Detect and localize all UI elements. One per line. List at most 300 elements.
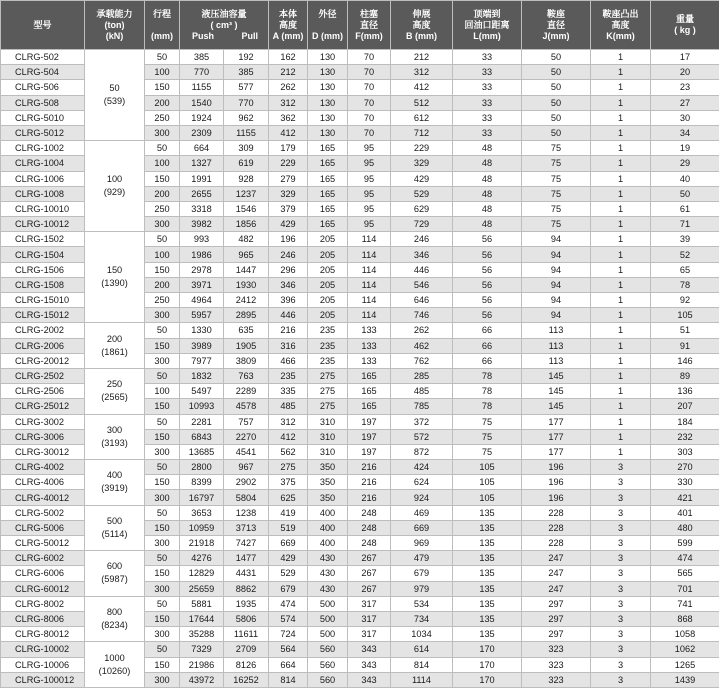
header-saddle-protrusion: 鞍座凸出 高度 K(mm) bbox=[591, 1, 651, 50]
saddle-diameter-cell: 196 bbox=[522, 490, 591, 505]
extended-height-cell: 746 bbox=[391, 308, 453, 323]
saddle-diameter-cell: 113 bbox=[522, 338, 591, 353]
saddle-protrusion-cell: 3 bbox=[591, 581, 651, 596]
oil-push-cell: 1327 bbox=[180, 156, 224, 171]
header-saddle-diameter: 鞍座 直径 J(mm) bbox=[522, 1, 591, 50]
weight-cell: 40 bbox=[651, 171, 719, 186]
oil-pull-cell: 1935 bbox=[224, 596, 269, 611]
saddle-diameter-cell: 94 bbox=[522, 232, 591, 247]
weight-cell: 474 bbox=[651, 551, 719, 566]
saddle-protrusion-cell: 3 bbox=[591, 657, 651, 672]
oil-pull-cell: 2270 bbox=[224, 429, 269, 444]
stroke-cell: 150 bbox=[145, 611, 180, 626]
body-height-cell: 296 bbox=[269, 262, 308, 277]
oil-push-cell: 1991 bbox=[180, 171, 224, 186]
plunger-diameter-cell: 267 bbox=[348, 581, 391, 596]
outer-diameter-cell: 205 bbox=[308, 232, 348, 247]
stroke-cell: 150 bbox=[145, 475, 180, 490]
plunger-diameter-cell: 114 bbox=[348, 232, 391, 247]
outer-diameter-cell: 275 bbox=[308, 368, 348, 383]
saddle-diameter-cell: 297 bbox=[522, 627, 591, 642]
capacity-cell: 250 (2565) bbox=[85, 368, 145, 414]
weight-cell: 136 bbox=[651, 384, 719, 399]
plunger-diameter-cell: 343 bbox=[348, 642, 391, 657]
top-to-port-cell: 135 bbox=[453, 520, 522, 535]
saddle-protrusion-cell: 3 bbox=[591, 475, 651, 490]
oil-push-cell: 385 bbox=[180, 50, 224, 65]
outer-diameter-cell: 205 bbox=[308, 277, 348, 292]
stroke-cell: 150 bbox=[145, 262, 180, 277]
header-pull: Pull bbox=[241, 31, 258, 42]
extended-height-cell: 262 bbox=[391, 323, 453, 338]
model-cell: CLRG-6006 bbox=[1, 566, 85, 581]
outer-diameter-cell: 130 bbox=[308, 65, 348, 80]
saddle-diameter-cell: 50 bbox=[522, 95, 591, 110]
weight-cell: 29 bbox=[651, 156, 719, 171]
weight-cell: 1265 bbox=[651, 657, 719, 672]
weight-cell: 19 bbox=[651, 141, 719, 156]
capacity-cell: 300 (3193) bbox=[85, 414, 145, 460]
plunger-diameter-cell: 267 bbox=[348, 551, 391, 566]
saddle-diameter-cell: 247 bbox=[522, 581, 591, 596]
body-height-cell: 216 bbox=[269, 323, 308, 338]
oil-pull-cell: 4541 bbox=[224, 444, 269, 459]
extended-height-cell: 469 bbox=[391, 505, 453, 520]
saddle-diameter-cell: 75 bbox=[522, 217, 591, 232]
weight-cell: 270 bbox=[651, 460, 719, 475]
stroke-cell: 50 bbox=[145, 323, 180, 338]
body-height-cell: 625 bbox=[269, 490, 308, 505]
stroke-cell: 300 bbox=[145, 125, 180, 140]
saddle-protrusion-cell: 3 bbox=[591, 520, 651, 535]
stroke-cell: 50 bbox=[145, 505, 180, 520]
capacity-cell: 50 (539) bbox=[85, 50, 145, 141]
top-to-port-cell: 33 bbox=[453, 65, 522, 80]
oil-push-cell: 1155 bbox=[180, 80, 224, 95]
model-cell: CLRG-100012 bbox=[1, 672, 85, 687]
model-cell: CLRG-60012 bbox=[1, 581, 85, 596]
stroke-cell: 200 bbox=[145, 186, 180, 201]
oil-push-cell: 5881 bbox=[180, 596, 224, 611]
saddle-protrusion-cell: 1 bbox=[591, 399, 651, 414]
oil-pull-cell: 5804 bbox=[224, 490, 269, 505]
stroke-cell: 50 bbox=[145, 642, 180, 657]
extended-height-cell: 979 bbox=[391, 581, 453, 596]
weight-cell: 421 bbox=[651, 490, 719, 505]
body-height-cell: 262 bbox=[269, 80, 308, 95]
plunger-diameter-cell: 197 bbox=[348, 414, 391, 429]
body-height-cell: 346 bbox=[269, 277, 308, 292]
table-row bbox=[1, 368, 719, 383]
body-height-cell: 724 bbox=[269, 627, 308, 642]
model-cell: CLRG-5006 bbox=[1, 520, 85, 535]
saddle-protrusion-cell: 1 bbox=[591, 186, 651, 201]
plunger-diameter-cell: 317 bbox=[348, 627, 391, 642]
model-cell: CLRG-2002 bbox=[1, 323, 85, 338]
header-body-height: 本体 高度 A (mm) bbox=[269, 1, 308, 50]
saddle-diameter-cell: 50 bbox=[522, 80, 591, 95]
stroke-cell: 50 bbox=[145, 551, 180, 566]
outer-diameter-cell: 430 bbox=[308, 581, 348, 596]
model-cell: CLRG-10002 bbox=[1, 642, 85, 657]
body-height-cell: 212 bbox=[269, 65, 308, 80]
outer-diameter-cell: 130 bbox=[308, 110, 348, 125]
saddle-diameter-cell: 94 bbox=[522, 308, 591, 323]
oil-pull-cell: 770 bbox=[224, 95, 269, 110]
oil-pull-cell: 4578 bbox=[224, 399, 269, 414]
oil-pull-cell: 1238 bbox=[224, 505, 269, 520]
saddle-diameter-cell: 228 bbox=[522, 505, 591, 520]
oil-pull-cell: 577 bbox=[224, 80, 269, 95]
outer-diameter-cell: 205 bbox=[308, 247, 348, 262]
plunger-diameter-cell: 70 bbox=[348, 50, 391, 65]
model-cell: CLRG-15012 bbox=[1, 308, 85, 323]
weight-cell: 39 bbox=[651, 232, 719, 247]
model-cell: CLRG-80012 bbox=[1, 627, 85, 642]
stroke-cell: 50 bbox=[145, 368, 180, 383]
oil-push-cell: 4276 bbox=[180, 551, 224, 566]
model-cell: CLRG-8002 bbox=[1, 596, 85, 611]
oil-pull-cell: 4431 bbox=[224, 566, 269, 581]
saddle-diameter-cell: 94 bbox=[522, 277, 591, 292]
oil-push-cell: 17644 bbox=[180, 611, 224, 626]
weight-cell: 51 bbox=[651, 323, 719, 338]
extended-height-cell: 762 bbox=[391, 353, 453, 368]
extended-height-cell: 479 bbox=[391, 551, 453, 566]
top-to-port-cell: 135 bbox=[453, 505, 522, 520]
body-height-cell: 246 bbox=[269, 247, 308, 262]
saddle-protrusion-cell: 3 bbox=[591, 460, 651, 475]
oil-push-cell: 2800 bbox=[180, 460, 224, 475]
table-row bbox=[1, 232, 719, 247]
oil-push-cell: 664 bbox=[180, 141, 224, 156]
weight-cell: 20 bbox=[651, 65, 719, 80]
oil-push-cell: 3989 bbox=[180, 338, 224, 353]
stroke-cell: 300 bbox=[145, 627, 180, 642]
outer-diameter-cell: 400 bbox=[308, 505, 348, 520]
oil-pull-cell: 1155 bbox=[224, 125, 269, 140]
oil-push-cell: 3653 bbox=[180, 505, 224, 520]
weight-cell: 565 bbox=[651, 566, 719, 581]
model-cell: CLRG-15010 bbox=[1, 293, 85, 308]
weight-cell: 1058 bbox=[651, 627, 719, 642]
saddle-protrusion-cell: 3 bbox=[591, 551, 651, 566]
outer-diameter-cell: 165 bbox=[308, 217, 348, 232]
saddle-protrusion-cell: 3 bbox=[591, 642, 651, 657]
oil-pull-cell: 5806 bbox=[224, 611, 269, 626]
oil-push-cell: 2309 bbox=[180, 125, 224, 140]
top-to-port-cell: 78 bbox=[453, 399, 522, 414]
body-height-cell: 669 bbox=[269, 536, 308, 551]
outer-diameter-cell: 310 bbox=[308, 429, 348, 444]
top-to-port-cell: 33 bbox=[453, 110, 522, 125]
extended-height-cell: 346 bbox=[391, 247, 453, 262]
model-cell: CLRG-5002 bbox=[1, 505, 85, 520]
extended-height-cell: 712 bbox=[391, 125, 453, 140]
saddle-protrusion-cell: 3 bbox=[591, 566, 651, 581]
saddle-diameter-cell: 50 bbox=[522, 125, 591, 140]
plunger-diameter-cell: 95 bbox=[348, 156, 391, 171]
body-height-cell: 574 bbox=[269, 611, 308, 626]
outer-diameter-cell: 235 bbox=[308, 338, 348, 353]
stroke-cell: 300 bbox=[145, 536, 180, 551]
model-cell: CLRG-4006 bbox=[1, 475, 85, 490]
weight-cell: 34 bbox=[651, 125, 719, 140]
outer-diameter-cell: 165 bbox=[308, 156, 348, 171]
oil-pull-cell: 962 bbox=[224, 110, 269, 125]
saddle-diameter-cell: 145 bbox=[522, 384, 591, 399]
table-row bbox=[1, 642, 719, 657]
oil-pull-cell: 1546 bbox=[224, 201, 269, 216]
saddle-protrusion-cell: 1 bbox=[591, 217, 651, 232]
outer-diameter-cell: 205 bbox=[308, 262, 348, 277]
top-to-port-cell: 135 bbox=[453, 627, 522, 642]
weight-cell: 232 bbox=[651, 429, 719, 444]
table-row bbox=[1, 505, 719, 520]
extended-height-cell: 612 bbox=[391, 110, 453, 125]
saddle-diameter-cell: 75 bbox=[522, 156, 591, 171]
extended-height-cell: 462 bbox=[391, 338, 453, 353]
oil-push-cell: 1986 bbox=[180, 247, 224, 262]
oil-pull-cell: 1237 bbox=[224, 186, 269, 201]
saddle-protrusion-cell: 3 bbox=[591, 490, 651, 505]
oil-pull-cell: 635 bbox=[224, 323, 269, 338]
plunger-diameter-cell: 114 bbox=[348, 262, 391, 277]
oil-pull-cell: 3809 bbox=[224, 353, 269, 368]
header-extended-height: 伸展 高度 B (mm) bbox=[391, 1, 453, 50]
body-height-cell: 429 bbox=[269, 217, 308, 232]
model-cell: CLRG-6002 bbox=[1, 551, 85, 566]
model-cell: CLRG-1006 bbox=[1, 171, 85, 186]
outer-diameter-cell: 560 bbox=[308, 657, 348, 672]
plunger-diameter-cell: 197 bbox=[348, 444, 391, 459]
top-to-port-cell: 56 bbox=[453, 247, 522, 262]
top-to-port-cell: 48 bbox=[453, 201, 522, 216]
outer-diameter-cell: 350 bbox=[308, 460, 348, 475]
extended-height-cell: 624 bbox=[391, 475, 453, 490]
saddle-protrusion-cell: 1 bbox=[591, 110, 651, 125]
body-height-cell: 162 bbox=[269, 50, 308, 65]
outer-diameter-cell: 165 bbox=[308, 201, 348, 216]
plunger-diameter-cell: 133 bbox=[348, 338, 391, 353]
top-to-port-cell: 170 bbox=[453, 642, 522, 657]
weight-cell: 17 bbox=[651, 50, 719, 65]
outer-diameter-cell: 350 bbox=[308, 490, 348, 505]
top-to-port-cell: 78 bbox=[453, 384, 522, 399]
body-height-cell: 562 bbox=[269, 444, 308, 459]
body-height-cell: 312 bbox=[269, 95, 308, 110]
saddle-diameter-cell: 75 bbox=[522, 141, 591, 156]
saddle-diameter-cell: 113 bbox=[522, 323, 591, 338]
weight-cell: 78 bbox=[651, 277, 719, 292]
capacity-cell: 400 (3919) bbox=[85, 460, 145, 506]
model-cell: CLRG-40012 bbox=[1, 490, 85, 505]
saddle-protrusion-cell: 1 bbox=[591, 171, 651, 186]
body-height-cell: 814 bbox=[269, 672, 308, 687]
saddle-diameter-cell: 177 bbox=[522, 444, 591, 459]
top-to-port-cell: 170 bbox=[453, 672, 522, 687]
oil-push-cell: 1540 bbox=[180, 95, 224, 110]
outer-diameter-cell: 165 bbox=[308, 186, 348, 201]
outer-diameter-cell: 310 bbox=[308, 414, 348, 429]
weight-cell: 207 bbox=[651, 399, 719, 414]
outer-diameter-cell: 130 bbox=[308, 50, 348, 65]
header-capacity: 承载能力 (ton) (kN) bbox=[85, 1, 145, 50]
oil-push-cell: 5497 bbox=[180, 384, 224, 399]
plunger-diameter-cell: 114 bbox=[348, 277, 391, 292]
weight-cell: 89 bbox=[651, 368, 719, 383]
oil-pull-cell: 2895 bbox=[224, 308, 269, 323]
oil-push-cell: 21986 bbox=[180, 657, 224, 672]
saddle-diameter-cell: 228 bbox=[522, 536, 591, 551]
table-row bbox=[1, 460, 719, 475]
saddle-protrusion-cell: 1 bbox=[591, 368, 651, 383]
weight-cell: 52 bbox=[651, 247, 719, 262]
saddle-diameter-cell: 196 bbox=[522, 475, 591, 490]
plunger-diameter-cell: 95 bbox=[348, 186, 391, 201]
top-to-port-cell: 48 bbox=[453, 171, 522, 186]
outer-diameter-cell: 275 bbox=[308, 384, 348, 399]
body-height-cell: 196 bbox=[269, 232, 308, 247]
stroke-cell: 250 bbox=[145, 293, 180, 308]
saddle-protrusion-cell: 1 bbox=[591, 50, 651, 65]
plunger-diameter-cell: 133 bbox=[348, 353, 391, 368]
oil-pull-cell: 192 bbox=[224, 50, 269, 65]
capacity-cell: 200 (1861) bbox=[85, 323, 145, 369]
top-to-port-cell: 56 bbox=[453, 232, 522, 247]
outer-diameter-cell: 430 bbox=[308, 551, 348, 566]
top-to-port-cell: 66 bbox=[453, 353, 522, 368]
saddle-protrusion-cell: 1 bbox=[591, 308, 651, 323]
body-height-cell: 279 bbox=[269, 171, 308, 186]
capacity-cell: 800 (8234) bbox=[85, 596, 145, 642]
stroke-cell: 250 bbox=[145, 110, 180, 125]
stroke-cell: 150 bbox=[145, 399, 180, 414]
oil-push-cell: 13685 bbox=[180, 444, 224, 459]
weight-cell: 741 bbox=[651, 596, 719, 611]
plunger-diameter-cell: 70 bbox=[348, 80, 391, 95]
saddle-protrusion-cell: 3 bbox=[591, 536, 651, 551]
extended-height-cell: 572 bbox=[391, 429, 453, 444]
plunger-diameter-cell: 70 bbox=[348, 110, 391, 125]
plunger-diameter-cell: 165 bbox=[348, 384, 391, 399]
model-cell: CLRG-5012 bbox=[1, 125, 85, 140]
oil-pull-cell: 1930 bbox=[224, 277, 269, 292]
model-cell: CLRG-3002 bbox=[1, 414, 85, 429]
stroke-cell: 300 bbox=[145, 444, 180, 459]
body-height-cell: 564 bbox=[269, 642, 308, 657]
header-weight: 重量 ( kg ) bbox=[651, 1, 719, 50]
top-to-port-cell: 135 bbox=[453, 596, 522, 611]
extended-height-cell: 512 bbox=[391, 95, 453, 110]
header-outer-diameter: 外径 D (mm) bbox=[308, 1, 348, 50]
saddle-protrusion-cell: 3 bbox=[591, 611, 651, 626]
top-to-port-cell: 78 bbox=[453, 368, 522, 383]
stroke-cell: 300 bbox=[145, 308, 180, 323]
saddle-diameter-cell: 94 bbox=[522, 293, 591, 308]
model-cell: CLRG-1508 bbox=[1, 277, 85, 292]
oil-push-cell: 7329 bbox=[180, 642, 224, 657]
extended-height-cell: 785 bbox=[391, 399, 453, 414]
oil-pull-cell: 8126 bbox=[224, 657, 269, 672]
outer-diameter-cell: 400 bbox=[308, 536, 348, 551]
model-cell: CLRG-502 bbox=[1, 50, 85, 65]
saddle-diameter-cell: 323 bbox=[522, 672, 591, 687]
weight-cell: 1062 bbox=[651, 642, 719, 657]
oil-push-cell: 7977 bbox=[180, 353, 224, 368]
stroke-cell: 150 bbox=[145, 429, 180, 444]
plunger-diameter-cell: 95 bbox=[348, 201, 391, 216]
body-height-cell: 316 bbox=[269, 338, 308, 353]
saddle-diameter-cell: 50 bbox=[522, 65, 591, 80]
top-to-port-cell: 135 bbox=[453, 536, 522, 551]
top-to-port-cell: 33 bbox=[453, 95, 522, 110]
stroke-cell: 150 bbox=[145, 520, 180, 535]
model-cell: CLRG-25012 bbox=[1, 399, 85, 414]
saddle-diameter-cell: 145 bbox=[522, 399, 591, 414]
stroke-cell: 50 bbox=[145, 141, 180, 156]
body-height-cell: 446 bbox=[269, 308, 308, 323]
header-plunger-diameter: 柱塞 直径 F(mm) bbox=[348, 1, 391, 50]
oil-push-cell: 3318 bbox=[180, 201, 224, 216]
oil-push-cell: 5957 bbox=[180, 308, 224, 323]
saddle-protrusion-cell: 1 bbox=[591, 353, 651, 368]
outer-diameter-cell: 165 bbox=[308, 141, 348, 156]
stroke-cell: 100 bbox=[145, 247, 180, 262]
saddle-diameter-cell: 177 bbox=[522, 414, 591, 429]
oil-pull-cell: 928 bbox=[224, 171, 269, 186]
body-height-cell: 412 bbox=[269, 429, 308, 444]
table-body bbox=[1, 50, 719, 688]
table-header bbox=[1, 1, 719, 50]
stroke-cell: 50 bbox=[145, 596, 180, 611]
stroke-cell: 200 bbox=[145, 277, 180, 292]
oil-pull-cell: 965 bbox=[224, 247, 269, 262]
oil-push-cell: 2655 bbox=[180, 186, 224, 201]
extended-height-cell: 412 bbox=[391, 80, 453, 95]
outer-diameter-cell: 130 bbox=[308, 95, 348, 110]
top-to-port-cell: 105 bbox=[453, 490, 522, 505]
oil-push-cell: 8399 bbox=[180, 475, 224, 490]
oil-pull-cell: 763 bbox=[224, 368, 269, 383]
top-to-port-cell: 135 bbox=[453, 581, 522, 596]
plunger-diameter-cell: 197 bbox=[348, 429, 391, 444]
stroke-cell: 150 bbox=[145, 338, 180, 353]
weight-cell: 1439 bbox=[651, 672, 719, 687]
top-to-port-cell: 135 bbox=[453, 551, 522, 566]
body-height-cell: 179 bbox=[269, 141, 308, 156]
plunger-diameter-cell: 216 bbox=[348, 475, 391, 490]
saddle-protrusion-cell: 3 bbox=[591, 672, 651, 687]
model-cell: CLRG-2506 bbox=[1, 384, 85, 399]
oil-pull-cell: 11611 bbox=[224, 627, 269, 642]
plunger-diameter-cell: 95 bbox=[348, 217, 391, 232]
extended-height-cell: 614 bbox=[391, 642, 453, 657]
table-row bbox=[1, 323, 719, 338]
extended-height-cell: 629 bbox=[391, 201, 453, 216]
stroke-cell: 150 bbox=[145, 566, 180, 581]
saddle-protrusion-cell: 1 bbox=[591, 141, 651, 156]
model-cell: CLRG-506 bbox=[1, 80, 85, 95]
oil-push-cell: 2978 bbox=[180, 262, 224, 277]
top-to-port-cell: 75 bbox=[453, 429, 522, 444]
outer-diameter-cell: 275 bbox=[308, 399, 348, 414]
extended-height-cell: 814 bbox=[391, 657, 453, 672]
oil-push-cell: 43972 bbox=[180, 672, 224, 687]
saddle-protrusion-cell: 1 bbox=[591, 429, 651, 444]
model-cell: CLRG-10010 bbox=[1, 201, 85, 216]
outer-diameter-cell: 205 bbox=[308, 308, 348, 323]
